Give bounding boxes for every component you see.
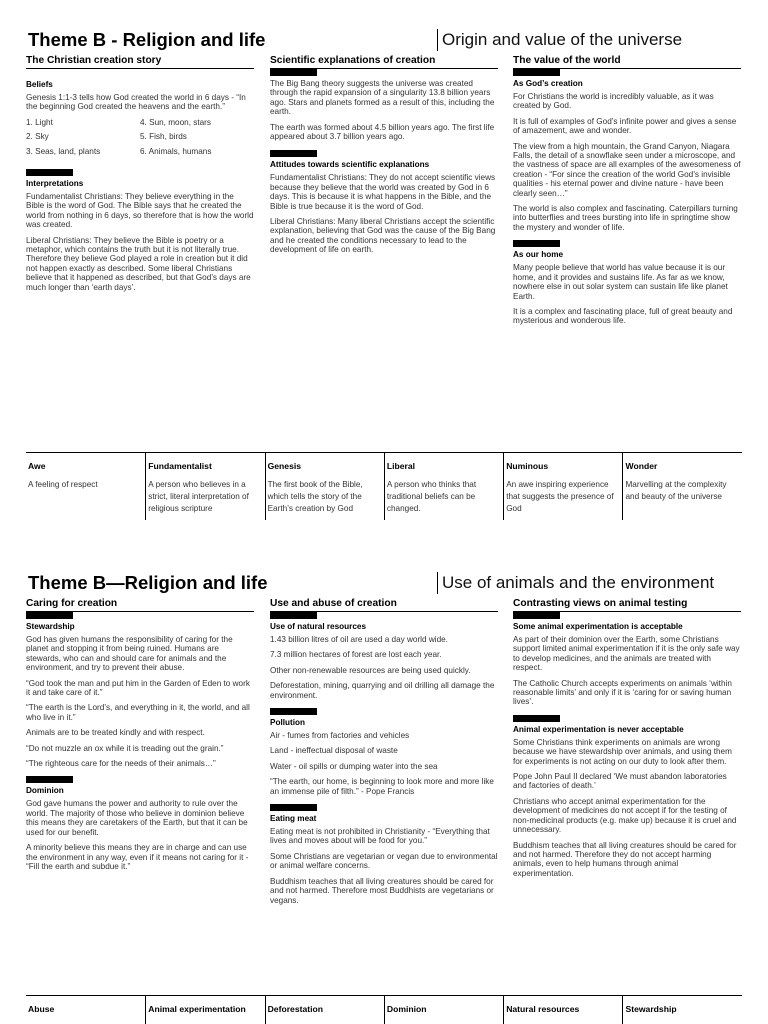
keyword-term: Liberal bbox=[386, 461, 416, 471]
keyword-term: Awe bbox=[28, 461, 46, 471]
keyword-cell bbox=[384, 453, 503, 520]
value-heading: The value of the world bbox=[513, 55, 741, 69]
stewardship-text: God has given humans the responsibility of caring for the planet and stopping it from being ruined. Humans are stewards, who can and should care for animals and the environment, and try to prevent their abuse. bbox=[26, 635, 233, 673]
stewardship-text: “God took the man and put him in the Garden of Eden to work it and take care of it.” bbox=[26, 678, 250, 698]
keyword-term: Animal experimentation bbox=[148, 1004, 246, 1014]
interpretation-fundamentalist: Fundamentalist Christians: They believe everything in the Bible is the word of God. The Bible says that he created the world from nothing in 6 days, so therefore that is how the world was created. bbox=[26, 192, 254, 230]
never-acceptable-text: Some Christians think experiments on animals are wrong because we have stewardship over animals, and using them for experiments is not acting on our duty to look after them. bbox=[513, 737, 732, 766]
use-abuse-column bbox=[270, 598, 498, 911]
section-marker bbox=[513, 612, 560, 619]
natural-resources-heading: Use of natural resources bbox=[270, 622, 367, 631]
pollution-text: Water - oil spills or dumping water into the sea bbox=[270, 761, 438, 771]
keyword-term: Fundamentalist bbox=[148, 461, 212, 471]
theme2-subtitle: Use of animals and the environment bbox=[437, 572, 714, 594]
value-text: It is full of examples of God’s infinite power and gives a sense of amazement, awe and wonder. bbox=[513, 116, 737, 136]
resources-text: Deforestation, mining, quarrying and oil drilling all damage the environment. bbox=[270, 681, 495, 700]
section-marker bbox=[513, 715, 560, 722]
caring-heading: Caring for creation bbox=[26, 598, 254, 612]
theme2-title: Theme B—Religion and life bbox=[28, 572, 268, 593]
creation-days-list bbox=[26, 118, 254, 156]
dominion-heading: Dominion bbox=[26, 786, 64, 796]
scientific-heading: Scientific explanations of creation bbox=[270, 55, 498, 69]
stewardship-heading: Stewardship bbox=[26, 622, 75, 631]
value-column bbox=[513, 55, 741, 332]
attitudes-heading: Attitudes towards scientific explanations bbox=[270, 160, 430, 170]
never-acceptable-text: Christians who accept animal experimentation for the development of medicines do not accept if for the testing of non-medicinal products (e.g. make up) because it is cruel and unnecessary. bbox=[513, 796, 737, 835]
keyword-cell bbox=[26, 453, 145, 520]
big-bang-text: The Big Bang theory suggests the universe was created through the rapid expansion of a singularity 13.8 billion years ago. Stars and planets formed as a result of this, including the earth. bbox=[270, 79, 495, 117]
section-marker bbox=[513, 240, 560, 247]
theme1-subtitle: Origin and value of the universe bbox=[437, 29, 682, 51]
stewardship-text: “The righteous care for the needs of their animals…” bbox=[26, 759, 216, 769]
creation-day: 4. Sun, moon, stars bbox=[140, 117, 211, 127]
section-marker bbox=[270, 804, 317, 811]
our-home-heading: As our home bbox=[513, 250, 564, 260]
keyword-definition: A feeling of respect bbox=[28, 480, 98, 489]
section-marker bbox=[270, 150, 317, 157]
stewardship-text: “Do not muzzle an ox while it is treading out the grain.” bbox=[26, 743, 224, 753]
acceptable-heading: Some animal experimentation is acceptable bbox=[513, 622, 683, 631]
creation-day: 1. Light bbox=[26, 117, 53, 127]
section-marker bbox=[513, 69, 560, 76]
value-text: Many people believe that world has value because it is our home, and it provides and sustains life. As far as we know, nowhere else in out solar system can sustain life like planet Earth. bbox=[513, 263, 728, 301]
keyword-cell bbox=[622, 453, 741, 520]
keyword-term: Wonder bbox=[625, 461, 658, 471]
keyword-cell bbox=[145, 453, 264, 520]
section-marker bbox=[270, 612, 317, 619]
keyword-cell bbox=[145, 996, 264, 1024]
creation-day: 3. Seas, land, plants bbox=[26, 146, 101, 156]
section-marker bbox=[26, 776, 73, 783]
never-acceptable-text: Pope John Paul II declared ‘We must abandon laboratories and factories of death.’ bbox=[513, 772, 727, 791]
pollution-text: Land - ineffectual disposal of waste bbox=[270, 746, 398, 756]
earth-age-text: The earth was formed about 4.5 billion years ago. The first life appeared about 3.7 billion years ago. bbox=[270, 122, 495, 142]
stewardship-text: Animals are to be treated kindly and with respect. bbox=[26, 728, 205, 738]
keyword-definition: The first book of the Bible, which tells the story of the Earth’s creation by God bbox=[267, 480, 363, 513]
resources-text: 7.3 million hectares of forest are lost each year. bbox=[270, 650, 442, 660]
never-acceptable-heading: Animal experimentation is never acceptable bbox=[513, 724, 684, 734]
acceptable-text: The Catholic Church accepts experiments on animals ‘within reasonable limits’ and only if it is ‘caring for or saving human lives’. bbox=[513, 678, 732, 707]
attitude-fundamentalist: Fundamentalist Christians: They do not accept scientific views because they believe that the world was created by God in 6 days. This is because it is what happens in the Bible, and the Bible is true because it is the word of God. bbox=[270, 173, 496, 211]
keywords-strip-theme2 bbox=[26, 995, 742, 1024]
gods-creation-heading: As God’s creation bbox=[513, 79, 583, 88]
creation-day: 5. Fish, birds bbox=[140, 132, 187, 142]
beliefs-text: Genesis 1:1-3 tells how God created the world in 6 days - “In the beginning God created the heavens and the earth.” bbox=[26, 93, 246, 112]
resources-text: Other non-renewable resources are being used quickly. bbox=[270, 665, 471, 675]
resources-text: 1.43 billion litres of oil are used a day world wide. bbox=[270, 635, 448, 644]
creation-day: 2. Sky bbox=[26, 132, 49, 142]
keyword-term: Numinous bbox=[506, 461, 549, 471]
keyword-term: Dominion bbox=[386, 1004, 427, 1014]
pollution-heading: Pollution bbox=[270, 718, 306, 728]
value-text: The world is also complex and fascinating. Caterpillars turning into butterflies and trees bursting into life in springtime show the mystery and wonder of life. bbox=[513, 204, 738, 232]
animal-testing-column bbox=[513, 598, 741, 884]
eating-meat-heading: Eating meat bbox=[270, 814, 317, 824]
attitude-liberal: Liberal Christians: Many liberal Christians accept the scientific explanation, believing that God was the cause of the Big Bang and he created the conditions necessary to lead to the development of life on earth. bbox=[270, 217, 496, 255]
pollution-text: “The earth, our home, is beginning to look more and more like an immense pile of filth.” - Pope Francis bbox=[270, 777, 494, 796]
keyword-cell bbox=[503, 453, 622, 520]
dominion-text: God gave humans the power and authority to rule over the world. The majority of those who believe in dominion believe this means they are caretakers of the Earth, but that it can be used for our benefit. bbox=[26, 799, 248, 837]
section-marker bbox=[270, 708, 317, 715]
keywords-strip-theme1 bbox=[26, 452, 742, 520]
keyword-definition: A person who believes in a strict, literal interpretation of religious scripture bbox=[148, 480, 249, 513]
value-text: It is a complex and fascinating place, full of great beauty and mysterious and wonderous life. bbox=[513, 306, 733, 326]
keyword-cell bbox=[622, 996, 741, 1024]
keyword-term: Natural resources bbox=[506, 1004, 580, 1014]
acceptable-text: As part of their dominion over the Earth, some Christians support limited animal experimentation if it is the only safe way to develop medicines, and the animals are treated with respect. bbox=[513, 635, 740, 673]
creation-day: 6. Animals, humans bbox=[140, 146, 212, 156]
scientific-column bbox=[270, 55, 498, 261]
never-acceptable-text: Buddhism teaches that all living creatures should be cared for and not harmed. Therefore they do not accept harming animals, even to help humans through animal experimentation. bbox=[513, 840, 737, 878]
interpretations-heading: Interpretations bbox=[26, 179, 84, 189]
pollution-text: Air - fumes from factories and vehicles bbox=[270, 731, 410, 741]
section-marker bbox=[26, 612, 73, 619]
keyword-cell bbox=[265, 996, 384, 1024]
keyword-definition: Marvelling at the complexity and beauty of the universe bbox=[625, 480, 727, 501]
animal-testing-heading: Contrasting views on animal testing bbox=[513, 598, 741, 612]
caring-column bbox=[26, 598, 254, 877]
section-marker bbox=[26, 169, 73, 176]
beliefs-heading: Beliefs bbox=[26, 80, 53, 89]
keyword-definition: An awe inspiring experience that suggests the presence of God bbox=[506, 480, 614, 513]
creation-story-heading: The Christian creation story bbox=[26, 55, 254, 69]
section-marker bbox=[270, 69, 317, 76]
use-abuse-heading: Use and abuse of creation bbox=[270, 598, 498, 612]
theme1-title: Theme B - Religion and life bbox=[28, 29, 266, 50]
stewardship-text: “The earth is the Lord’s, and everything in it, the world, and all who live in it.” bbox=[26, 703, 250, 722]
keyword-cell bbox=[265, 453, 384, 520]
meat-text: Some Christians are vegetarian or vegan due to environmental or animal welfare concerns. bbox=[270, 851, 498, 871]
keyword-term: Deforestation bbox=[267, 1004, 323, 1014]
meat-text: Eating meat is not prohibited in Christianity - “Everything that lives and moves about will be food for you.” bbox=[270, 827, 490, 846]
keyword-cell bbox=[26, 996, 145, 1024]
keyword-term: Stewardship bbox=[625, 1004, 677, 1014]
interpretation-liberal: Liberal Christians: They believe the Bible is poetry or a metaphor, which contains the truth but it is not literally true. Therefore they believe God played a role in creation but it did not happen exactly as described. Some liberal Christians believe that it happened as described, but that God’s days are much longer than ‘earth days’. bbox=[26, 235, 251, 292]
keyword-term: Genesis bbox=[267, 461, 302, 471]
value-text: For Christians the world is incredibly valuable, as it was created by God. bbox=[513, 92, 714, 111]
creation-story-column bbox=[26, 55, 254, 298]
meat-text: Buddhism teaches that all living creatures should be cared for and not harmed. Therefore most Buddhists are vegetarians or vegans. bbox=[270, 876, 494, 905]
keyword-cell bbox=[384, 996, 503, 1024]
value-text: The view from a high mountain, the Grand Canyon, Niagara Falls, the detail of a snowflake seen under a microscope, and the vastness of space are all examples of the awesomeness of creation - “For since the creation of the world God’s invisible qualities - his eternal power and divine nature - have been clearly seen…” bbox=[513, 141, 741, 198]
keyword-term: Abuse bbox=[28, 1004, 55, 1014]
dominion-text: A minority believe this means they are in charge and can use the environment in any way, even if it means not caring for it - “Fill the earth and subdue it.” bbox=[26, 843, 249, 871]
keyword-definition: A person who thinks that traditional beliefs can be changed. bbox=[386, 480, 477, 513]
keyword-cell bbox=[503, 996, 622, 1024]
